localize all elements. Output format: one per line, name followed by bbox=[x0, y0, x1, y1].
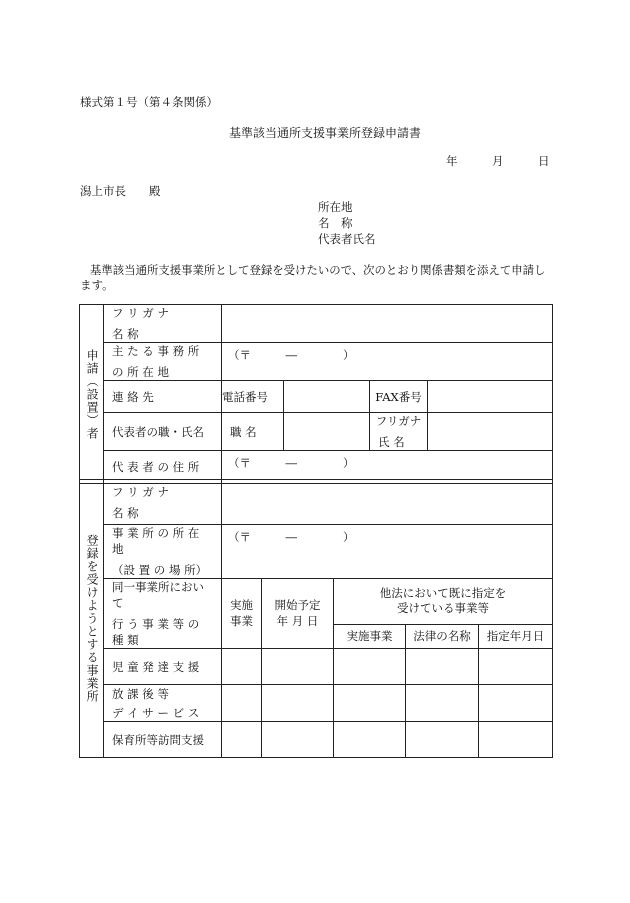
row2-other-impl-field[interactable] bbox=[334, 685, 406, 722]
row1-designation-date-field[interactable] bbox=[479, 649, 553, 685]
applicant-address-label: 所在地 bbox=[318, 200, 353, 214]
facility-table bbox=[79, 479, 553, 758]
implementation-header: 実施 事業 bbox=[222, 579, 262, 649]
row1-law-name-field[interactable] bbox=[406, 649, 479, 685]
row3-designation-date-field[interactable] bbox=[479, 722, 553, 758]
position-field[interactable] bbox=[284, 413, 370, 451]
intro-line-1: 基準該当通所支援事業所として登録を受けたいので、次のとおり関係書類を添えて申請し bbox=[90, 263, 546, 277]
business-kind-header: 同一事業所において 行 う 事 業 等 の 種 類 bbox=[104, 579, 222, 649]
applicant-side-label: 申請（設置）者 bbox=[80, 305, 104, 484]
rep-title-label: 代表者の職・氏名 bbox=[104, 413, 222, 451]
date-line: 年 月 日 bbox=[446, 154, 550, 168]
sub-designation-date-header: 指定年月日 bbox=[479, 624, 553, 648]
applicant-table bbox=[79, 304, 553, 484]
row3-other-impl-field[interactable] bbox=[334, 722, 406, 758]
form-number: 様式第１号（第４条関係） bbox=[80, 95, 218, 109]
contact-label: 連 絡 先 bbox=[104, 381, 222, 413]
sub-law-name-header: 法律の名称 bbox=[406, 624, 479, 648]
position-label: 職 名 bbox=[222, 413, 284, 451]
rep-name-field[interactable] bbox=[428, 413, 553, 451]
main-office-label: 主 た る 事 務 所 の 所 在 地 bbox=[104, 343, 222, 381]
intro-line-2: ます。 bbox=[80, 278, 114, 292]
page-title: 基準該当通所支援事業所登録申請書 bbox=[228, 126, 421, 140]
facility-name-field[interactable] bbox=[222, 480, 553, 525]
phone-field[interactable] bbox=[284, 381, 370, 413]
row3-law-name-field[interactable] bbox=[406, 722, 479, 758]
fax-label: FAX番号 bbox=[370, 381, 428, 413]
other-law-header: 他法において既に指定を 受けている事業等 bbox=[334, 579, 553, 625]
facility-location-label: 事 業 所 の 所 在 地 （設 置 の 場 所） bbox=[104, 525, 222, 579]
row-nursery-visit-label: 保育所等訪問支援 bbox=[104, 722, 222, 758]
applicant-rep-label: 代表者氏名 bbox=[318, 232, 376, 246]
furigana-name-label: フ リ ガ ナ 名 称 bbox=[104, 305, 222, 343]
row2-law-name-field[interactable] bbox=[406, 685, 479, 722]
row2-implementation-field[interactable] bbox=[222, 685, 262, 722]
main-office-field[interactable]: （〒 ― ） bbox=[222, 343, 553, 381]
fax-field[interactable] bbox=[428, 381, 553, 413]
facility-furigana-label: フ リ ガ ナ 名 称 bbox=[104, 480, 222, 525]
rep-address-label: 代 表 者 の 住 所 bbox=[104, 451, 222, 484]
applicant-name-field[interactable] bbox=[222, 305, 553, 343]
start-date-header: 開始予定 年 月 日 bbox=[262, 579, 334, 649]
phone-label: 電話番号 bbox=[222, 381, 284, 413]
addressee: 潟上市長 殿 bbox=[80, 184, 161, 198]
sub-implementation-header: 実施事業 bbox=[334, 624, 406, 648]
row1-implementation-field[interactable] bbox=[222, 649, 262, 685]
row2-start-date-field[interactable] bbox=[262, 685, 334, 722]
row1-other-impl-field[interactable] bbox=[334, 649, 406, 685]
row2-designation-date-field[interactable] bbox=[479, 685, 553, 722]
row3-implementation-field[interactable] bbox=[222, 722, 262, 758]
row1-start-date-field[interactable] bbox=[262, 649, 334, 685]
facility-location-field[interactable]: （〒 ― ） bbox=[222, 525, 553, 579]
row3-start-date-field[interactable] bbox=[262, 722, 334, 758]
furigana-shimei-label: フリガナ 氏 名 bbox=[370, 413, 428, 451]
rep-address-field[interactable]: （〒 ― ） bbox=[222, 451, 553, 484]
applicant-name-label: 名 称 bbox=[318, 216, 353, 230]
row-after-school-label: 放 課 後 等 デ イ サ ー ビ ス bbox=[104, 685, 222, 722]
row-child-development-label: 児 童 発 達 支 援 bbox=[104, 649, 222, 685]
facility-side-label: 登録を受けようとする事業所 bbox=[80, 480, 104, 758]
